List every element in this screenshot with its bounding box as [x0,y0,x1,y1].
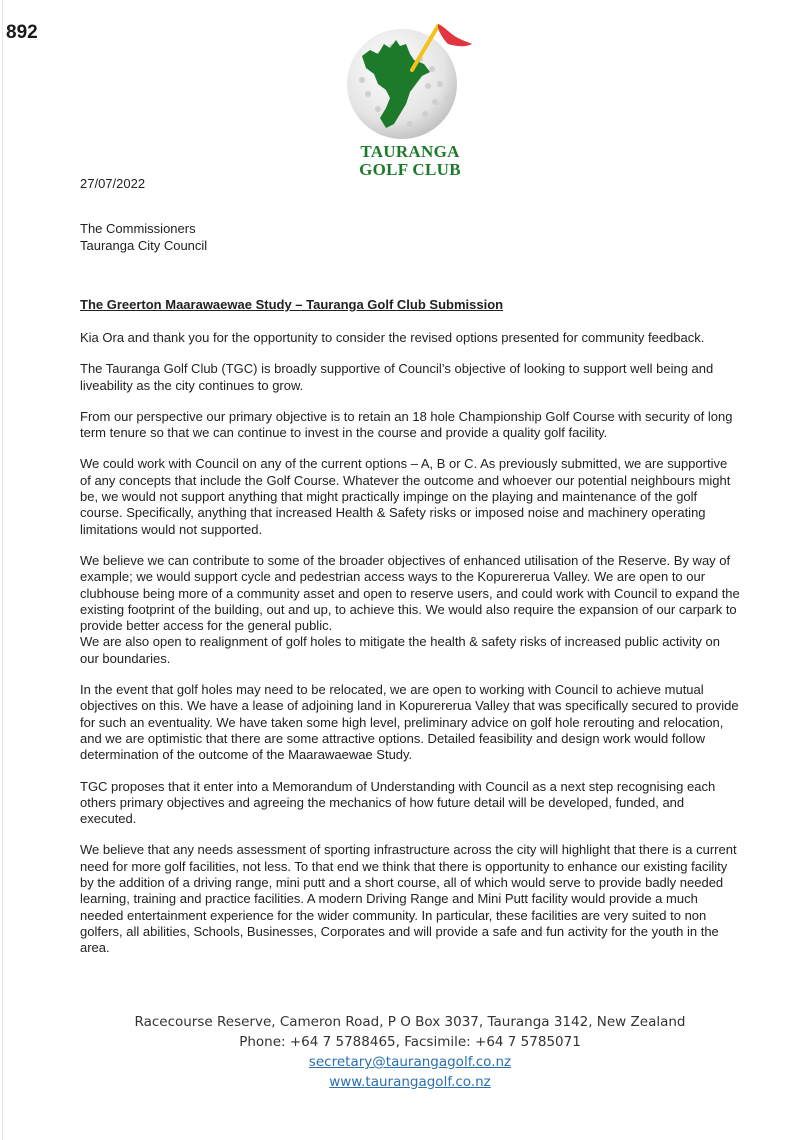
footer-email-link[interactable]: secretary@taurangagolf.co.nz [308,1054,512,1070]
golf-ball-flag-icon [340,14,480,144]
paragraph: We could work with Council on any of the current options – A, B or C. As previously submitted, we are supportive of any concepts that include the Golf Course. Whatever the outcome and whoever our potential neighbours might be, we would not support anything that might practically impinge on the playing and maintenance of the golf course. Specifically, anything that increased Health & Safety risks or imposed noise and machinery operating limitations would not supported. [80,456,731,537]
letter-footer [120,1012,700,1092]
letter-date: 27/07/2022 [80,176,146,191]
page-edge [2,0,3,1140]
paragraph: In the event that golf holes may need to be relocated, we are open to working with Council to achieve mutual objectives on this. We have a lease of adjoining land in Kopurererua Valley that was specifically secured to provide for such an eventuality. We have taken some high level, preliminary advice on golf hole rerouting and relocation, and we are optimistic that there are some attractive options. Detailed feasibility and design work would follow determination of the outcome of the Maarawaewae Study. [80,682,739,763]
paragraph: We are also open to realignment of golf holes to mitigate the health & safety risks of increased public activity on our boundaries. [80,634,720,666]
letter-body [80,330,740,972]
footer-phone: Phone: +64 7 5788465, Facsimile: +64 7 5785071 [239,1034,581,1050]
page-number: 892 [6,22,38,43]
paragraph: The Tauranga Golf Club (TGC) is broadly supportive of Council’s objective of looking to support well being and liveability as the city continues to grow. [80,361,714,393]
paragraph: TGC proposes that it enter into a Memorandum of Understanding with Council as a next step recognising each others primary objectives and agreeing the mechanics of how future detail will be developed, funded, and executed. [80,778,716,827]
logo-text-line1: TAURANGA [360,142,460,161]
logo-text-line2: GOLF CLUB [359,160,461,179]
paragraph: We believe that any needs assessment of sporting infrastructure across the city will highlight that there is a current need for more golf facilities, not less. To that end we think that there is opportunity to enhance our existing facility by the addition of a driving range, mini putt and a short course, all of which would serve to provide badly needed learning, training and practice facilities. A modern Driving Range and Mini Putt facility would provide a much needed entertainment experience for the wider community. In particular, these facilities are very suited to non golfers, all abilities, Schools, Businesses, Corporates and will provide a safe and fun activity for the youth in the area. [80,842,737,956]
club-logo [340,14,480,182]
paragraph: We believe we can contribute to some of the broader objectives of enhanced utilisation of the Reserve. By way of example; we would support cycle and pedestrian access ways to the Kopurererua Valley. We are open to our clubhouse being more of a community asset and open to reserve users, and could work with Council to expand the existing footprint of the building, out and up, to achieve this. We would also require the expansion of our carpark to provide better access for the general public. [80,552,740,634]
addressee-line1: The Commissioners [80,221,196,236]
addressee-line2: Tauranga City Council [80,238,208,253]
addressee [80,220,207,254]
footer-website-link[interactable]: www.taurangagolf.co.nz [329,1074,491,1090]
letter-subject: The Greerton Maarawaewae Study – Tauranga Golf Club Submission [80,297,504,312]
paragraph: From our perspective our primary objective is to retain an 18 hole Championship Golf Course with security of long term tenure so that we can continue to invest in the course and provide a quality golf facility. [80,408,733,441]
paragraph: Kia Ora and thank you for the opportunity to consider the revised options presented for community feedback. [80,330,705,345]
footer-address: Racecourse Reserve, Cameron Road, P O Box 3037, Tauranga 3142, New Zealand [134,1014,686,1030]
